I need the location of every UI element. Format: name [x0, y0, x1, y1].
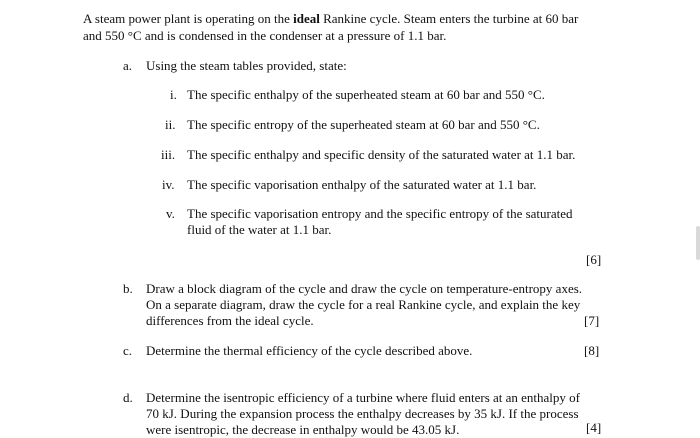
part-d-line-1: Determine the isentropic efficiency of a turbine where fluid enters at an enthalpy of [146, 390, 581, 405]
part-a-item-v-marker: v. [166, 206, 175, 221]
intro-line-2: and 550 °C and is condensed in the condenser at a pressure of 1.1 bar. [83, 28, 447, 43]
vertical-scrollbar[interactable] [696, 226, 700, 260]
part-c-marks: [8] [584, 343, 600, 358]
part-b-marker: b. [123, 281, 133, 296]
part-d-line-2: 70 kJ. During the expansion process the enthalpy decreases by 35 kJ. If the process [146, 406, 579, 421]
part-d-marks: [4] [586, 420, 602, 435]
part-a-item-iv-marker: iv. [162, 177, 175, 192]
intro-line-1 [83, 11, 578, 27]
part-a-marks: [6] [586, 252, 602, 267]
part-a-item-i-marker: i. [170, 87, 177, 102]
part-c-marker: c. [123, 343, 133, 358]
part-d-line-3: were isentropic, the decrease in enthalpy would be 43.05 kJ. [146, 422, 460, 437]
part-a-item-iii-marker: iii. [161, 147, 176, 162]
part-a-stem: Using the steam tables provided, state: [146, 58, 347, 73]
part-b-line-2: On a separate diagram, draw the cycle for a real Rankine cycle, and explain the key [146, 297, 581, 312]
part-b-line-1: Draw a block diagram of the cycle and draw the cycle on temperature-entropy axes. [146, 281, 583, 296]
part-b-line-3: differences from the ideal cycle. [146, 313, 314, 328]
intro-bold-ideal: ideal [293, 11, 320, 26]
part-b-marks: [7] [584, 313, 600, 328]
part-a-item-v-text-line-1: The specific vaporisation entropy and the specific entropy of the saturated [187, 206, 573, 221]
intro-text-before: A steam power plant is operating on the [83, 11, 294, 26]
part-a-item-v-text-line-2: fluid of the water at 1.1 bar. [187, 222, 332, 237]
part-c-line-1: Determine the thermal efficiency of the cycle described above. [146, 343, 473, 358]
intro-text-after: Rankine cycle. Steam enters the turbine at 60 bar [319, 11, 579, 26]
part-a-marker: a. [123, 58, 133, 73]
part-a-item-i-text: The specific enthalpy of the superheated steam at 60 bar and 550 °C. [187, 87, 545, 102]
part-a-item-ii-text: The specific entropy of the superheated steam at 60 bar and 550 °C. [187, 117, 540, 132]
part-a-item-iv-text: The specific vaporisation enthalpy of the saturated water at 1.1 bar. [187, 177, 537, 192]
part-a-item-iii-text: The specific enthalpy and specific density of the saturated water at 1.1 bar. [187, 147, 576, 162]
part-d-marker: d. [123, 390, 133, 405]
part-a-item-ii-marker: ii. [165, 117, 176, 132]
